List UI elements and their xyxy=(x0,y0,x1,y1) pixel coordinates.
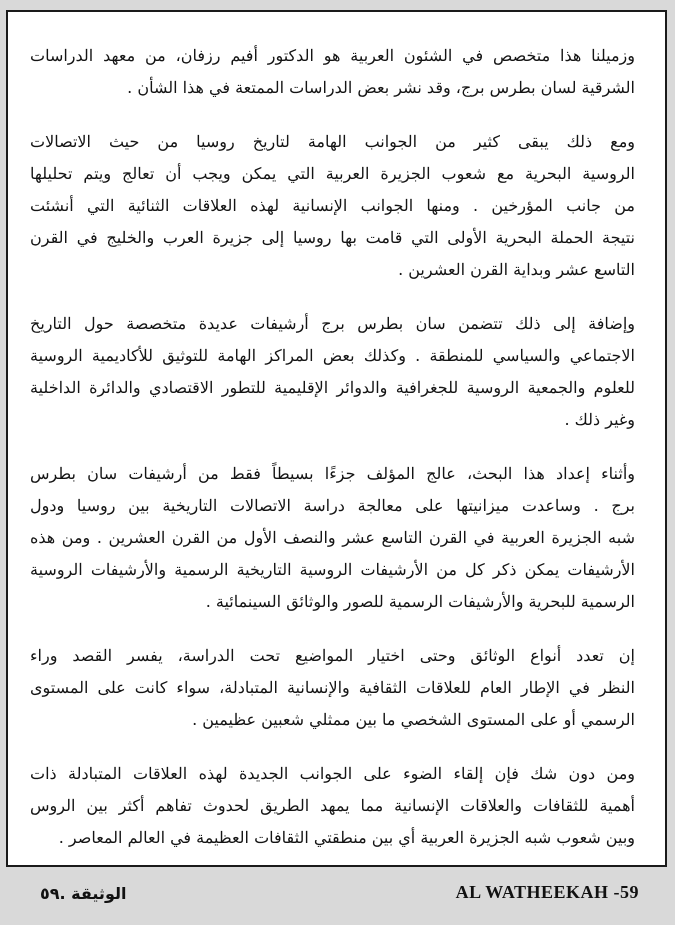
text-line: إن تعدد أنواع الوثائق وحتى اختيار المواضيع تحت الدراسة، يفسر القصد وراء xyxy=(30,646,635,665)
footer-latin-page-label: AL WATHEEKAH -59 xyxy=(455,882,639,902)
paragraph xyxy=(30,308,635,436)
text-line: وغير ذلك . xyxy=(564,410,635,429)
text-line: الرسمية للبحرية والأرشيفات الرسمية للصور والوثائق السينمائية . xyxy=(205,592,635,611)
paragraph xyxy=(30,458,635,618)
text-line: وأثناء إعداد هذا البحث، عالج المؤلف جزءًا بسيطاً فقط من أرشيفات سان بطرس xyxy=(30,464,635,483)
text-line: الاجتماعي والسياسي للمنطقة . وكذلك بعض المراكز الهامة للتوثيق للأكاديمية الروسية xyxy=(30,346,635,365)
text-line: التاسع عشر وبداية القرن العشرين . xyxy=(398,260,635,279)
article-text-box xyxy=(6,10,667,867)
footer-arabic-page-label: الوثيقة .٥٩ xyxy=(40,884,127,903)
text-line: الأرشيفات يمكن ذكر كل من الأرشيفات الروسية التاريخية الرسمية والأرشيفات الروسية xyxy=(30,560,635,579)
text-line: الرسمي أو على المستوى الشخصي ما بين ممثلي شعبين عظيمين . xyxy=(192,710,635,729)
paragraph xyxy=(30,40,635,104)
text-line: من جانب المؤرخين . ومنها الجوانب الإنسانية لهذه العلاقات الثنائية التي أنشئت xyxy=(30,196,635,215)
text-line: نتيجة الحملة البحرية الأولى التي قامت بها روسيا إلى جزيرة العرب والخليج في القرن xyxy=(30,228,635,247)
text-line: شبه الجزيرة العربية في القرن التاسع عشر والنصف الأول من القرن العشرين . ومن هذه xyxy=(30,528,635,547)
text-line: وإضافة إلى ذلك تتضمن سان بطرس برج أرشيفات عديدة متخصصة حول التاريخ xyxy=(30,314,635,333)
text-line: وزميلنا هذا متخصص في الشئون العربية هو الدكتور أفيم رزفان، من معهد الدراسات xyxy=(30,46,635,65)
text-line: الشرقية لسان بطرس برج، وقد نشر بعض الدراسات الممتعة في هذا الشأن . xyxy=(127,78,635,97)
text-line: أهمية للثقافات والعلاقات الإنسانية مما يمهد الطريق لحدوث تفاهم أكثر بين الروس xyxy=(30,796,635,815)
text-line: النظر في الإطار العام للعلاقات الثقافية والإنسانية المتبادلة، سواء كانت على المستوى xyxy=(30,678,635,697)
text-line: للعلوم والجمعية الروسية للجغرافية والدوائر الإقليمية للتطور الاقتصادي والدائرة الداخلية xyxy=(30,378,635,397)
text-line: برج . وساعدت ميزانيتها على معالجة دراسة الاتصالات التاريخية بين روسيا ودول xyxy=(30,496,635,515)
paragraph xyxy=(30,640,635,736)
text-line: وبين شعوب شبه الجزيرة العربية أي بين منطقتي الثقافات العظيمة في العالم المعاصر . xyxy=(58,828,635,847)
paragraph xyxy=(30,758,635,854)
text-line: ومن دون شك فإن إلقاء الضوء على الجوانب الجديدة لهذه العلاقات المتبادلة ذات xyxy=(30,764,635,783)
page-footer xyxy=(0,870,675,925)
text-line: ومع ذلك يبقى كثير من الجوانب الهامة لتاريخ روسيا من حيث الاتصالات xyxy=(30,132,635,151)
text-line: الروسية البحرية مع شعوب الجزيرة العربية التي يمكن ويجب أن تعالج ويتم تحليلها xyxy=(30,164,635,183)
paragraph xyxy=(30,126,635,286)
